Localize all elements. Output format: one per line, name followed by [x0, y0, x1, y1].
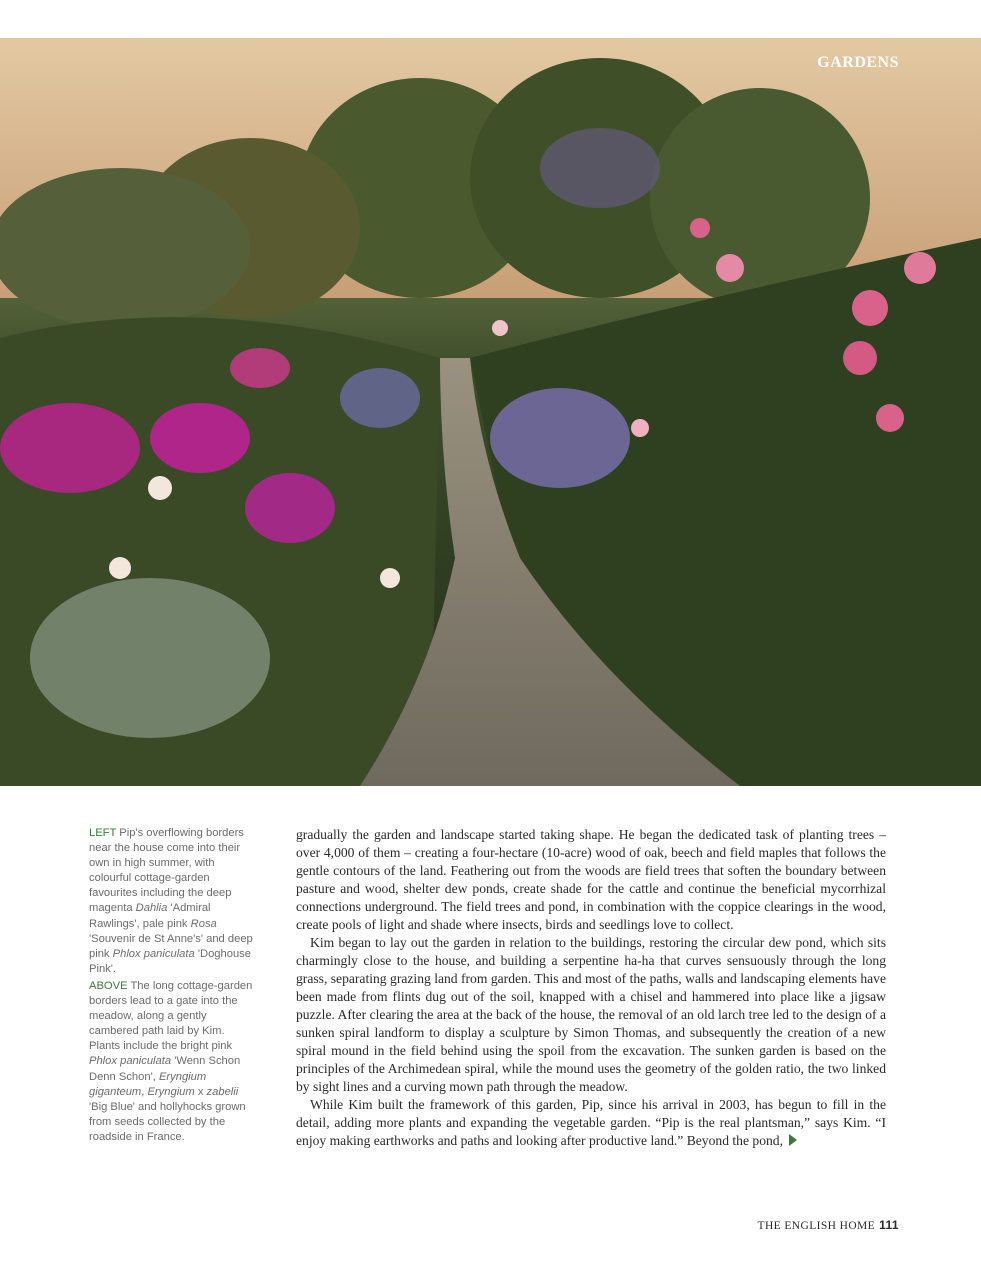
caption-text: The long cottage-garden borders lead to a gate into the meadow, along a gently cambered path laid by Kim. Plants include the bright pink: [89, 979, 253, 1053]
caption-italic: Phlox paniculata: [112, 947, 195, 960]
photo-caption: [89, 826, 257, 1147]
caption-left-label: LEFT: [89, 827, 117, 839]
caption-text: x: [194, 1085, 207, 1098]
page-footer: [758, 1218, 899, 1232]
caption-above: [89, 979, 257, 1145]
article-paragraph: Kim began to lay out the garden in relation to the buildings, restoring the circular dew pond, which sits charmingly close to the house, and building a serpentine ha-ha that curves sensuously through the long grass, separating grazing land from garden. This and most of the paths, walls and landscaping elements have been made from flints dug out of the soil, knapped with a chisel and hammered into place like a jigsaw puzzle. After clearing the area at the back of the house, the removal of an old larch tree led to the design of a sunken spiral landform to display a sculpture by Simon Thomas, and subsequently the creation of a new spiral mound in the field behind using the spoil from the excavation. The sunken garden is based on the principles of the Archimedean spiral, while the mound uses the geometry of the golden ratio, the two linked by sight lines and a curving mown path through the meadow.: [296, 935, 886, 1094]
caption-italic: Rosa: [190, 917, 217, 930]
caption-italic: Eryngium: [147, 1085, 195, 1098]
caption-italic: zabelii: [206, 1085, 239, 1098]
caption-italic: Eryngium giganteum: [89, 1070, 207, 1098]
caption-text: 'Admiral Rawlings', pale pink: [89, 902, 211, 930]
page-number: 111: [879, 1218, 899, 1232]
caption-italic: Phlox paniculata: [89, 1055, 172, 1068]
caption-italic: Dahlia: [135, 902, 168, 915]
caption-text: 'Wenn Schon Denn Schon',: [89, 1055, 241, 1083]
caption-above-label: ABOVE: [89, 979, 128, 992]
article-paragraph-text: While Kim built the framework of this garden, Pip, since his arrival in 2003, has begun to fill in the detail, adding more plants and expanding the vegetable garden. “Pip is the real plantsman,” says Kim. “I enjoy making earthworks and paths and looking after productive land.” Beyond the pond,: [296, 1097, 886, 1148]
continue-arrow-icon: [789, 1134, 797, 1146]
magazine-name: THE ENGLISH HOME: [757, 1220, 876, 1232]
caption-text: 'Souvenir de St Anne's' and deep pink: [89, 932, 253, 960]
section-label: GARDENS: [817, 54, 899, 71]
garden-photo: [0, 38, 981, 786]
caption-text: Pip's overflowing borders near the house come into their own in high summer, with colourful cottage-garden favourites including the deep magenta: [89, 827, 244, 915]
caption-text: ,: [141, 1085, 148, 1098]
caption-left: [89, 826, 257, 977]
caption-text: 'Big Blue' and hollyhocks grown from seeds collected by the roadside in France.: [89, 1100, 246, 1143]
caption-text: 'Doghouse Pink'.: [89, 947, 251, 975]
garden-path-illustration: [0, 38, 981, 786]
article-paragraph: [296, 1096, 886, 1150]
article-paragraph: gradually the garden and landscape started taking shape. He began the dedicated task of planting trees – over 4,000 of them – creating a four-hectare (10-acre) wood of oak, beech and field maples that follows the gentle contours of the land. Feathering out from the woods are field trees that soften the boundary between pasture and wood, shelter dew ponds, create shade for the cattle and continue the beneficial mycorrhizal connections underground. The field trees and pond, in combination with the coppice clearings in the wood, create pools of light and shade where insects, birds and seedlings love to collect.: [296, 827, 886, 932]
article-body: [296, 826, 886, 1150]
